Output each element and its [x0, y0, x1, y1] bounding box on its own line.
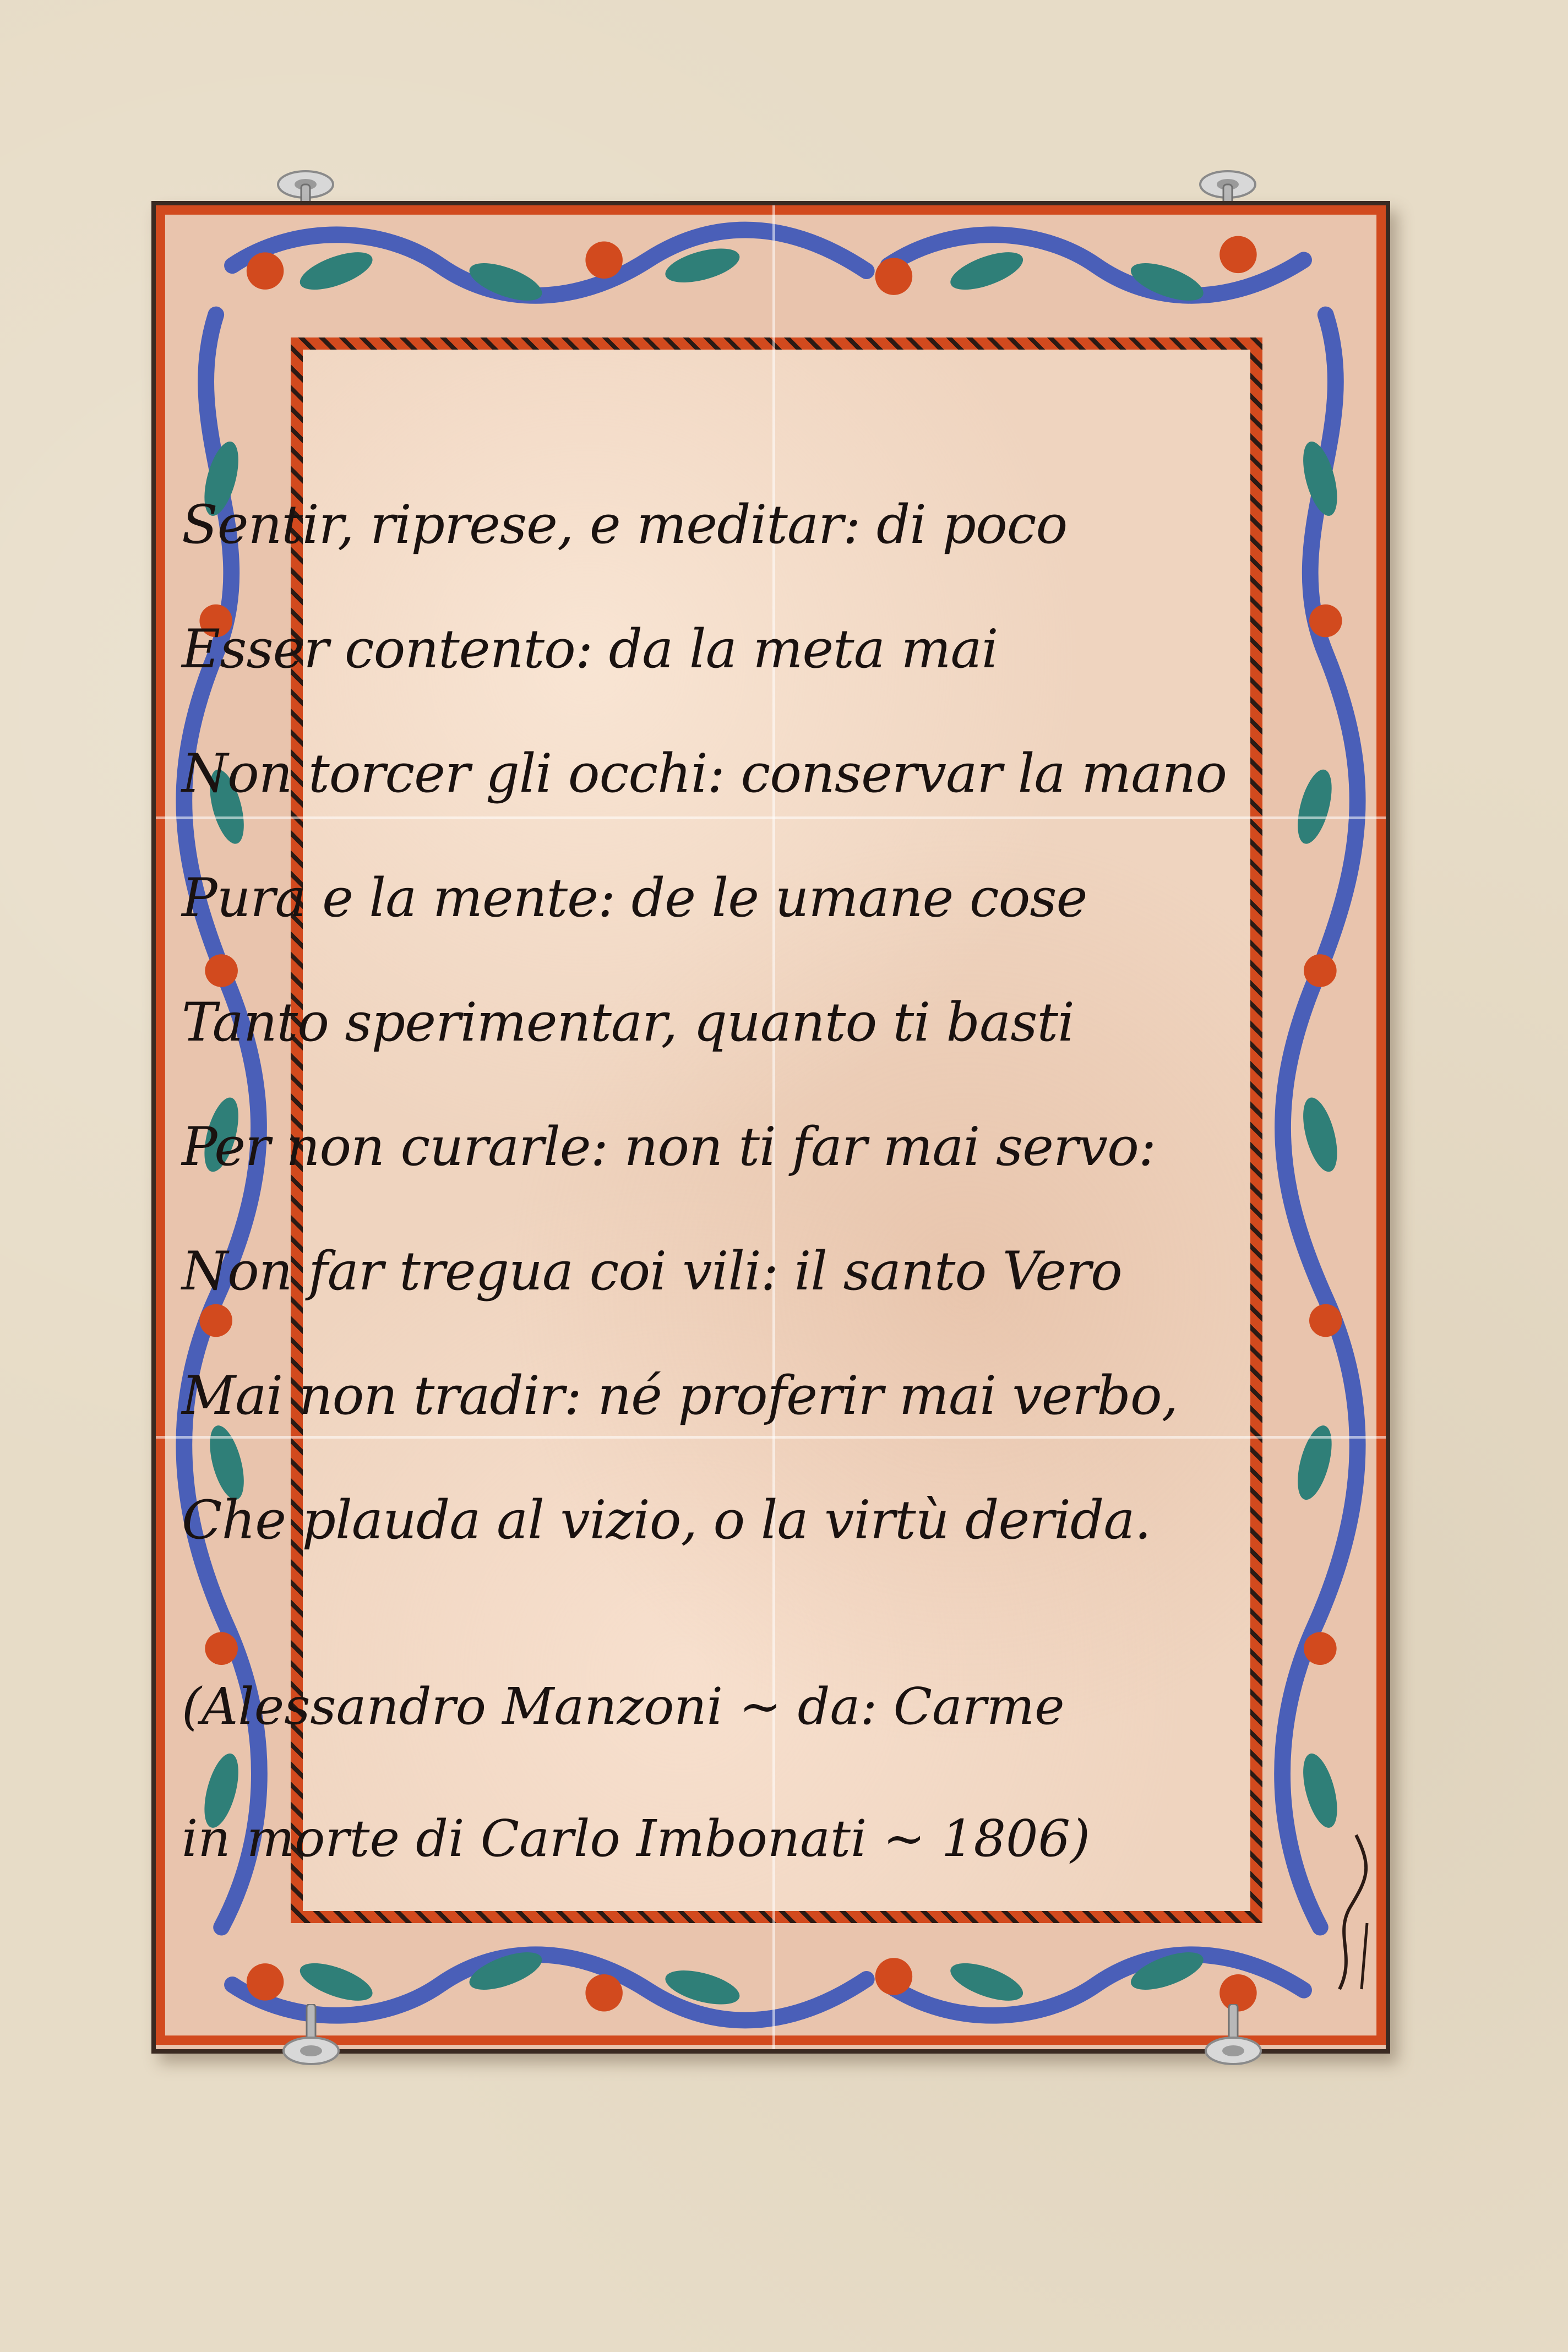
- attribution-line: in morte di Carlo Imbonati ~ 1806): [182, 1809, 1090, 1868]
- poem-line: Non torcer gli occhi: conservar la mano: [182, 743, 1227, 804]
- poem-line: Pura e la mente: de le umane cose: [182, 867, 1087, 929]
- poem-line: Esser contento: da la meta mai: [182, 618, 998, 680]
- mounting-clip-bottom-right: [1200, 2004, 1266, 2070]
- poem-line: Sentir, riprese, e meditar: di poco: [182, 494, 1068, 556]
- poem-text: [182, 462, 1228, 1582]
- poem-line: Non far tregua coi vili: il santo Vero: [182, 1240, 1122, 1302]
- poem-line: Tanto sperimentar, quanto ti basti: [182, 992, 1074, 1053]
- poem-line: Mai non tradir: né proferir mai verbo,: [182, 1365, 1178, 1427]
- artist-signature: [1323, 1824, 1389, 2000]
- mounting-clip-bottom-left: [278, 2004, 344, 2070]
- poem-line: Che plauda al vizio, o la virtù derida.: [182, 1489, 1151, 1551]
- poem-attribution: [182, 1641, 1228, 1905]
- poem-line: Per non curarle: non ti far mai servo:: [182, 1116, 1156, 1178]
- attribution-line: (Alessandro Manzoni ~ da: Carme: [182, 1677, 1065, 1736]
